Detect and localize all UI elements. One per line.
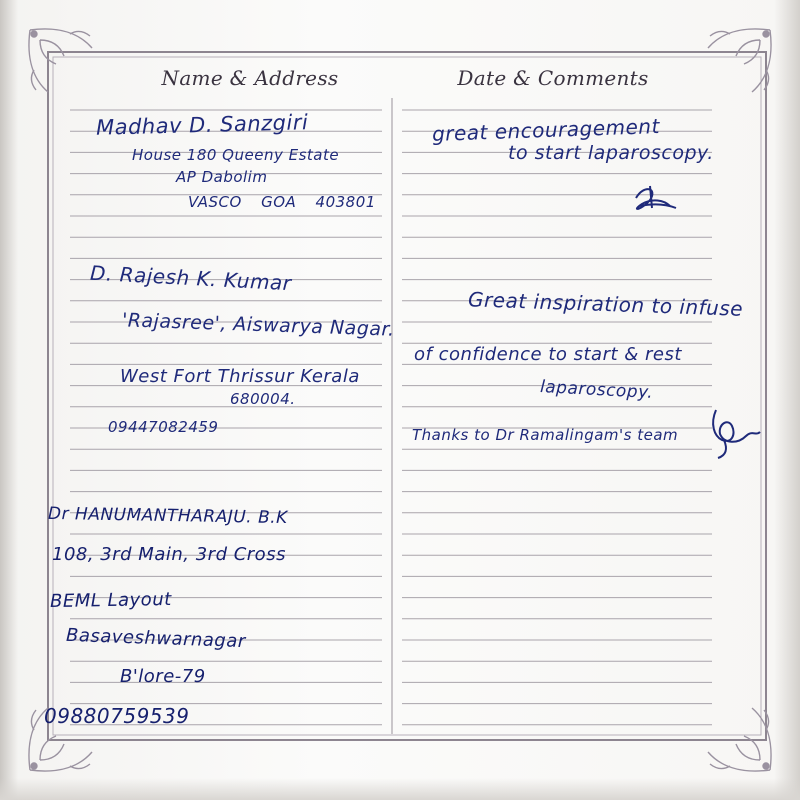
entry-3-address-line: BEML Layout — [49, 588, 172, 613]
entry-2-phone: 09447082459 — [108, 418, 219, 436]
entry-2-address-line: West Fort Thrissur Kerala — [120, 366, 360, 387]
entry-2-comment-line: Great inspiration to infuse — [467, 287, 744, 321]
entry-2-comment-line: Thanks to Dr Ramalingam's team — [412, 426, 679, 444]
entry-2-comment-line: of confidence to start & rest — [414, 344, 682, 365]
corner-ornament-top-left-icon — [29, 29, 92, 92]
entry-1-comment-line: great encouragement — [431, 114, 661, 146]
column-header-name-address: Name & Address — [161, 66, 339, 90]
entry-2-address-line: 'Rajasree', Aiswarya Nagar. — [121, 309, 395, 341]
signature-1-icon — [636, 186, 676, 209]
entry-2-name: D. Rajesh K. Kumar — [89, 260, 293, 296]
entry-1-address-line: VASCO GOA 403801 — [188, 193, 376, 211]
entry-3-address-line: Basaveshwarnagar — [65, 624, 247, 653]
entry-1-address-line: House 180 Queeny Estate — [132, 146, 340, 164]
entry-1-name: Madhav D. Sanzgiri — [95, 110, 309, 140]
signature-2-icon — [713, 410, 760, 458]
entry-3-address-line: 108, 3rd Main, 3rd Cross — [52, 544, 286, 565]
entry-3-name: Dr HANUMANTHARAJU. B.K — [47, 503, 288, 529]
corner-ornament-top-right-icon — [708, 29, 771, 92]
entry-3-phone: 09880759539 — [44, 704, 190, 728]
column-header-date-comments: Date & Comments — [457, 66, 649, 90]
entry-3-address-line: B'lore-79 — [120, 666, 206, 687]
entry-2-address-line: 680004. — [230, 390, 296, 408]
entry-1-comment-line: to start laparoscopy. — [508, 142, 714, 164]
entry-1-address-line: AP Dabolim — [176, 168, 268, 186]
entry-2-comment-line: laparoscopy. — [539, 377, 654, 403]
